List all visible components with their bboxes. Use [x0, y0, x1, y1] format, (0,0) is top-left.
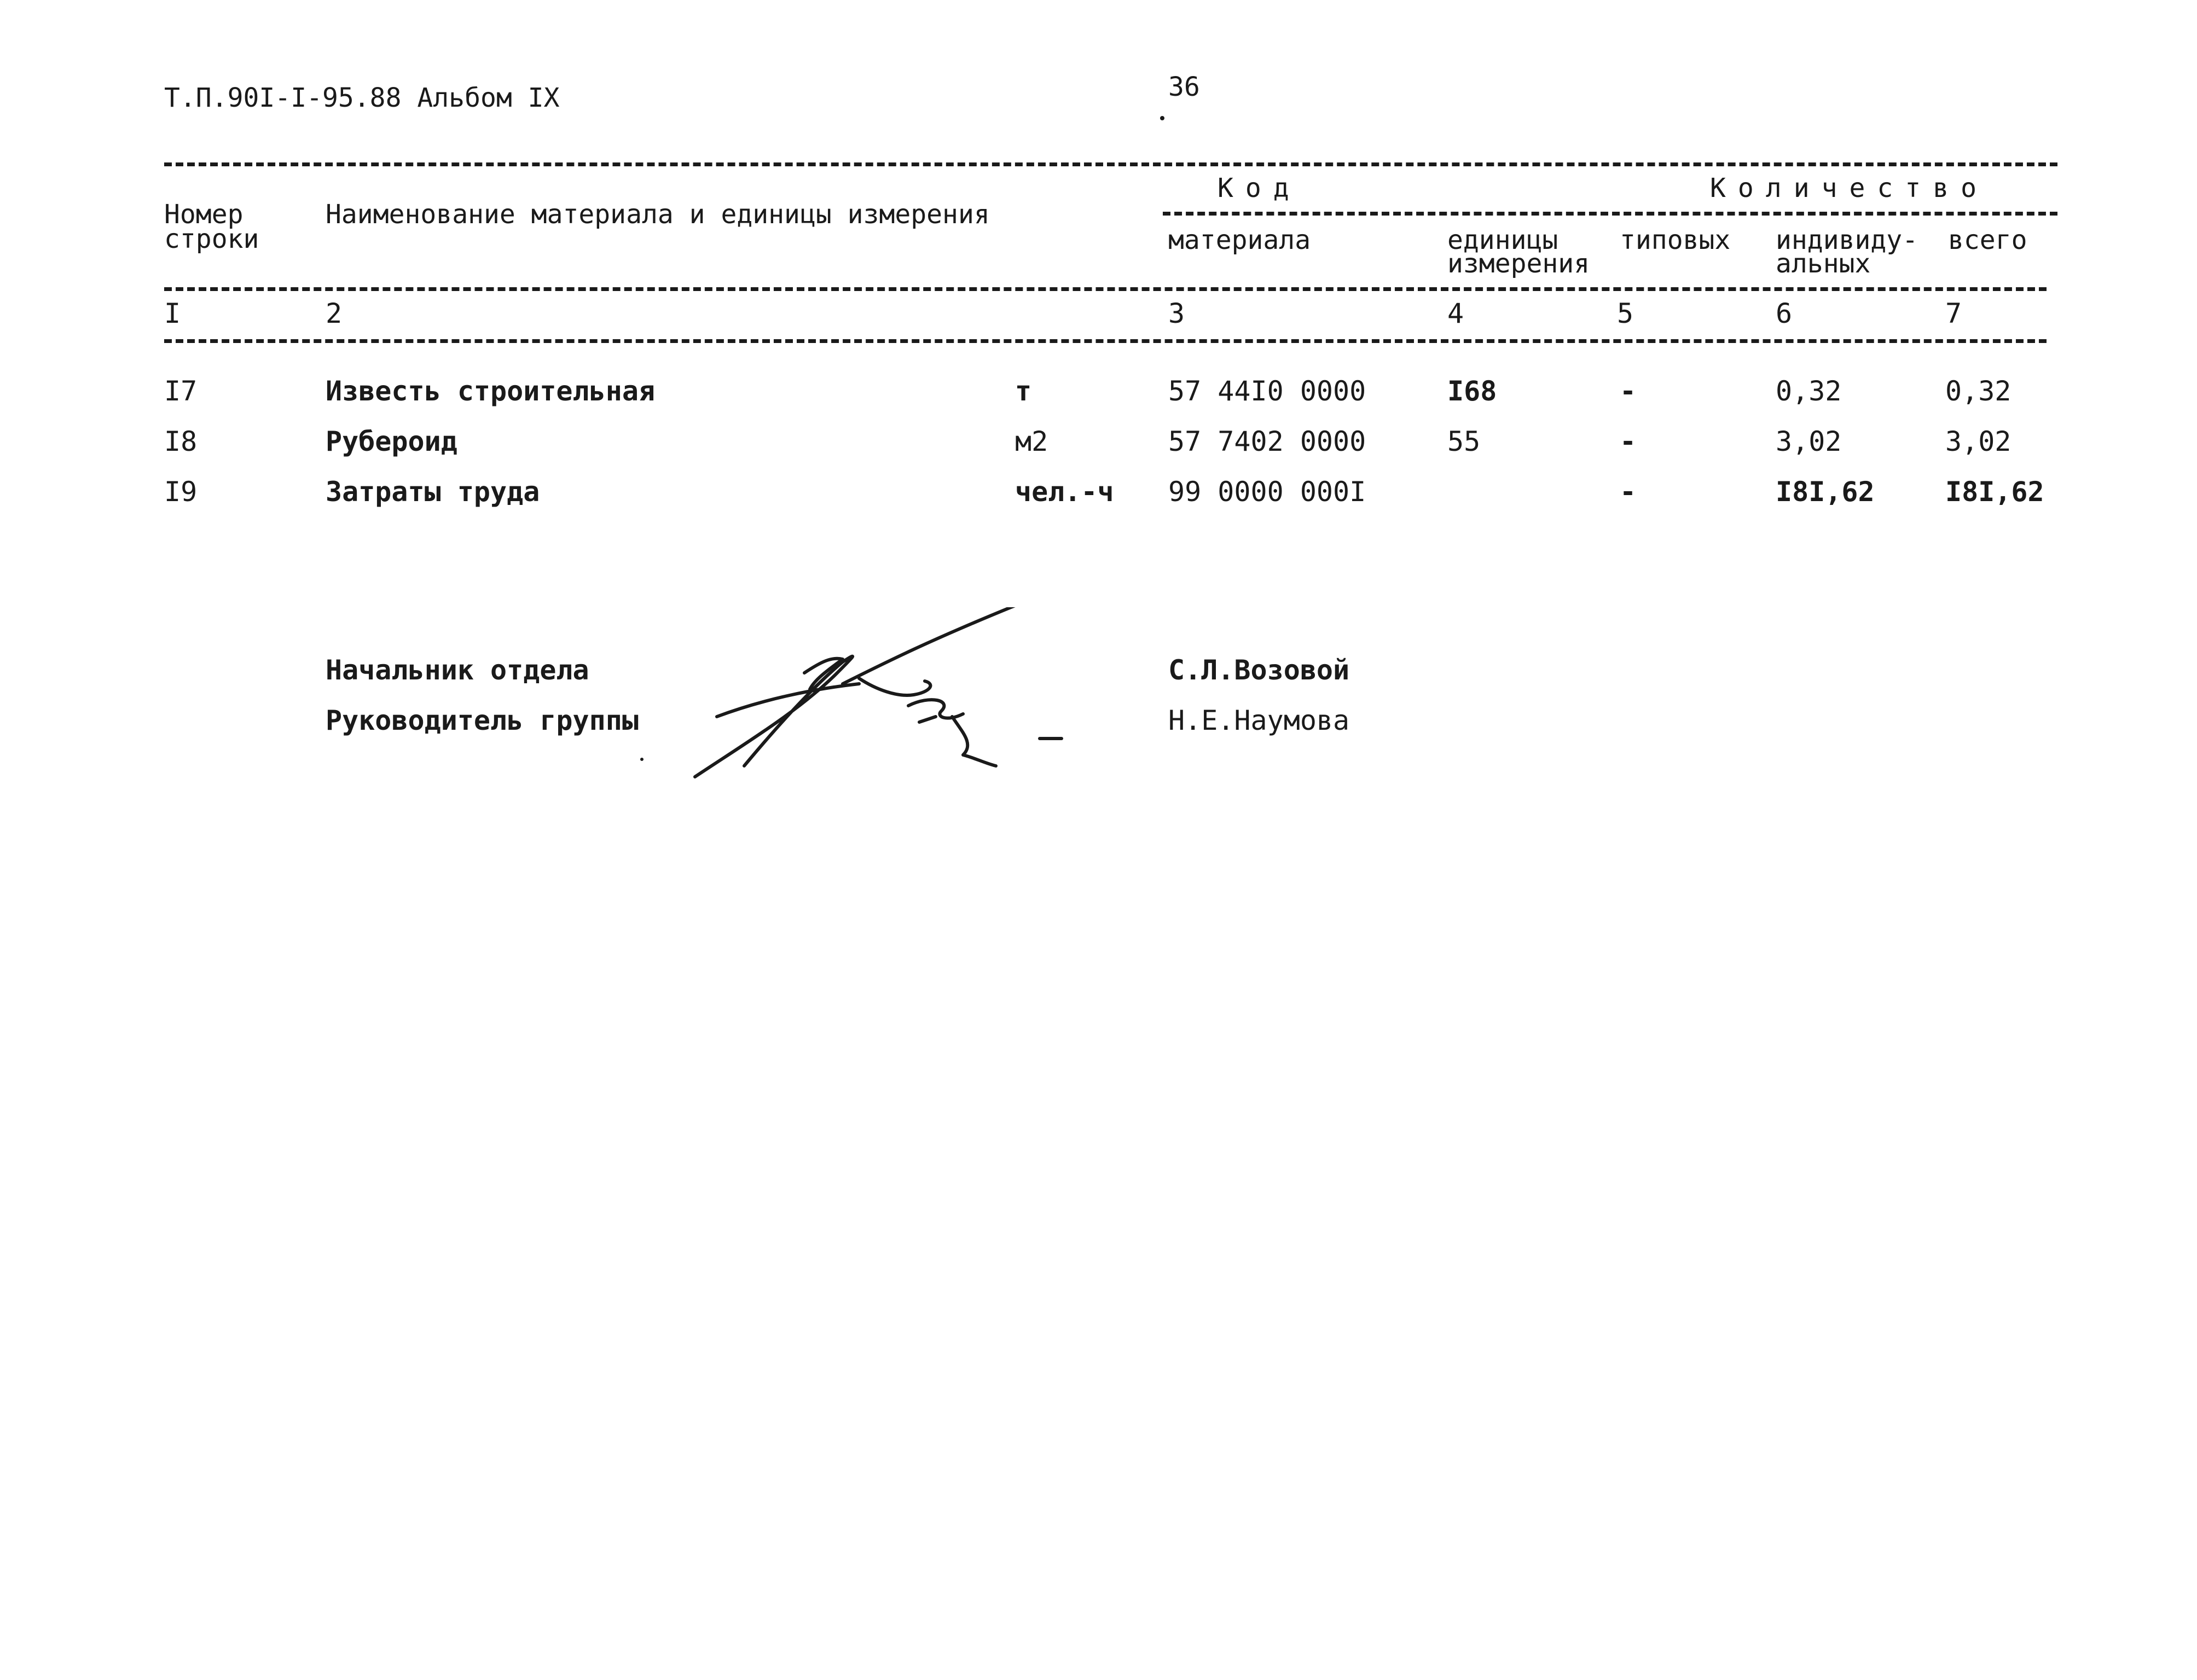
col-number-3: 3: [1168, 298, 1185, 329]
col-number-7: 7: [1945, 298, 1962, 329]
page-mark-dot: [1160, 116, 1164, 120]
page-number: 36: [1168, 72, 1200, 102]
subheader-rule: [1163, 212, 2057, 216]
col-header-total: всего: [1948, 225, 2027, 255]
col-number-2: 2: [326, 298, 343, 329]
col-number-1: I: [164, 298, 181, 329]
col-number-4: 4: [1447, 298, 1464, 329]
handwritten-signature: [679, 607, 1094, 793]
material-name: Затраты труда: [326, 476, 540, 508]
signature-name-head: С.Л.Возовой: [1168, 654, 1350, 686]
individual-quantity: I8I,62: [1776, 476, 1875, 508]
col-number-6: 6: [1776, 298, 1793, 329]
col-header-typical: типовых: [1620, 225, 1731, 255]
col-header-individual-line1: индивиду-: [1776, 225, 1918, 255]
total-quantity: 0,32: [1945, 375, 2011, 407]
individual-quantity: 0,32: [1776, 375, 1842, 407]
material-code: 57 7402 0000: [1168, 426, 1366, 457]
header-bottom-rule: [164, 287, 2047, 291]
group-header-quantity: Количество: [1710, 173, 1989, 204]
row-number: I9: [164, 476, 198, 508]
document-reference: Т.П.90I-I-95.88 Альбом IX: [164, 83, 560, 113]
row-number: I7: [164, 375, 198, 407]
typical-quantity: -: [1620, 476, 1637, 508]
material-code: 57 44I0 0000: [1168, 375, 1366, 407]
material-name: Известь строительная: [326, 375, 656, 407]
individual-quantity: 3,02: [1776, 426, 1842, 457]
signature-name-lead: Н.Е.Наумова: [1168, 705, 1350, 736]
total-quantity: I8I,62: [1945, 476, 2044, 508]
signature-title-head: Начальник отдела: [326, 654, 589, 686]
unit-code: 55: [1447, 426, 1481, 457]
col-header-material-code: материала: [1168, 225, 1311, 255]
col-header-unit-code-line1: единицы: [1447, 225, 1558, 255]
material-name: Рубероид: [326, 426, 457, 457]
group-header-code: Код: [1218, 173, 1301, 204]
col-header-row-number-line1: Номер: [164, 199, 244, 230]
row-number: I8: [164, 426, 198, 457]
col-header-name: Наименование материала и единицы измерения: [326, 199, 990, 230]
material-code: 99 0000 000I: [1168, 476, 1366, 508]
signature-title-lead: Руководитель группы: [326, 705, 639, 736]
typical-quantity: -: [1620, 426, 1637, 457]
material-unit: т: [1015, 375, 1032, 407]
material-unit: м2: [1015, 426, 1048, 457]
col-header-individual-line2: альных: [1776, 248, 1871, 279]
col-header-unit-code-line2: измерения: [1447, 248, 1590, 279]
col-number-5: 5: [1617, 298, 1634, 329]
material-unit: чел.-ч: [1015, 476, 1114, 508]
table-top-rule: [164, 162, 2057, 166]
stray-mark: [640, 758, 644, 761]
typical-quantity: -: [1620, 375, 1637, 407]
unit-code: I68: [1447, 375, 1497, 407]
total-quantity: 3,02: [1945, 426, 2011, 457]
col-header-row-number-line2: строки: [164, 224, 259, 254]
column-numbers-rule: [164, 339, 2047, 343]
